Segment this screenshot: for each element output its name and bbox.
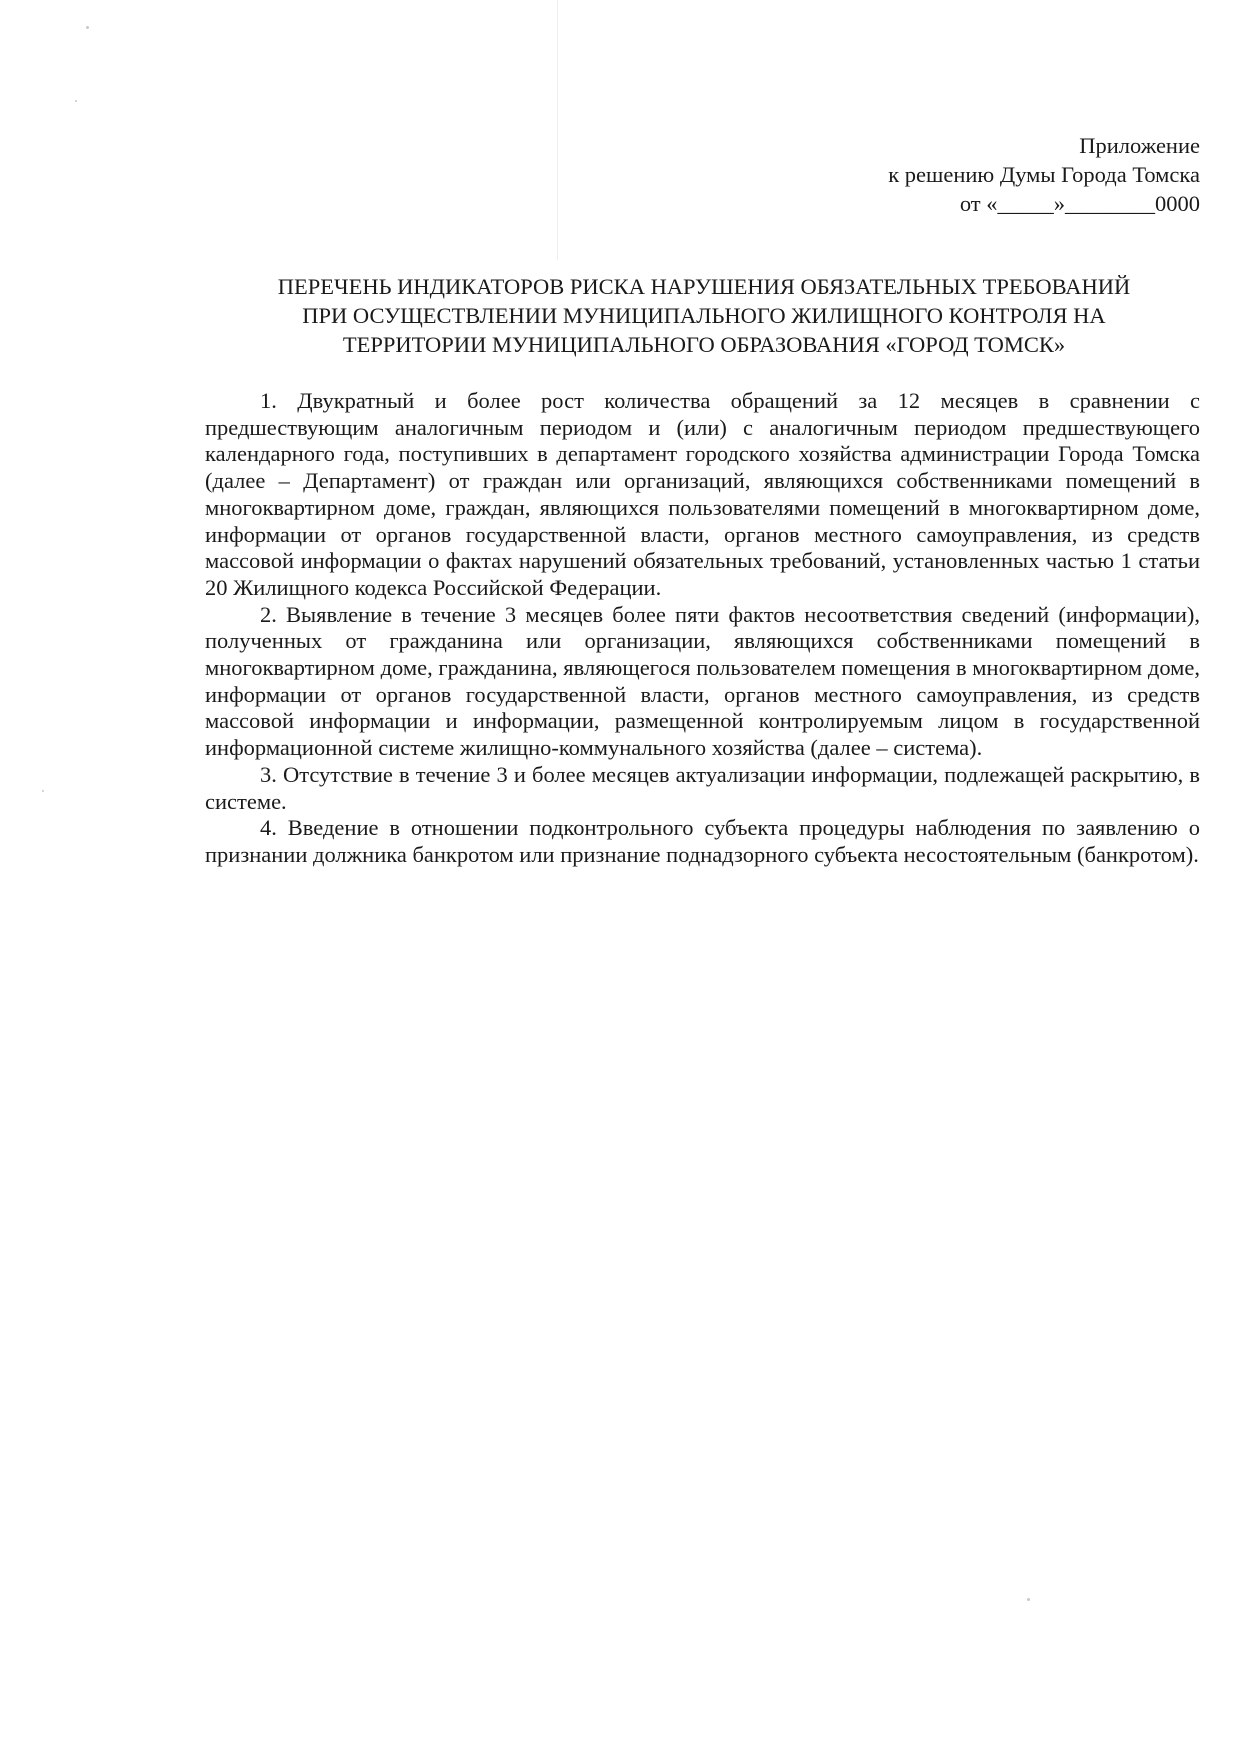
scan-speck: [42, 790, 44, 792]
scan-speck: [86, 26, 89, 29]
appendix-decision: к решению Думы Города Томска: [888, 162, 1200, 187]
appendix-date: от «_____»________0000: [959, 191, 1200, 216]
document-title: [200, 272, 1208, 359]
title-line: ПЕРЕЧЕНЬ ИНДИКАТОРОВ РИСКА НАРУШЕНИЯ ОБЯЗАТЕЛЬНЫХ ТРЕБОВАНИЙ: [277, 274, 1131, 299]
risk-indicator-item: 2. Выявление в течение 3 месяцев более пяти фактов несоответствия сведений (информации), полученных от гражданина или организации, являющихся собственниками помещений в многоквартирном доме, гражданина, являющегося пользователем помещения в многоквартирном доме, информации от органов государственной власти, органов местного самоуправления, из средств массовой информации и информации, размещенной контролируемым лицом в государственной информационной системе жилищно-коммунального хозяйства (далее – система).: [205, 601, 1200, 761]
risk-indicator-item: 4. Введение в отношении подконтрольного субъекта процедуры наблюдения по заявлению о признании должника банкротом или признание поднадзорного субъекта несостоятельным (банкротом).: [205, 815, 1200, 867]
appendix-block: [888, 131, 1200, 218]
appendix-label: Приложение: [1079, 133, 1200, 158]
risk-indicator-item: 3. Отсутствие в течение 3 и более месяцев актуализации информации, подлежащей раскрытию, в системе.: [205, 761, 1200, 814]
risk-indicator-item: 1. Двукратный и более рост количества обращений за 12 месяцев в сравнении с предшествующим аналогичным периодом и (или) с аналогичным периодом предшествующего календарного года, поступивших в департамент городского хозяйства администрации Города Томска (далее – Департамент) от граждан или организаций, являющихся собственниками помещений в многоквартирном доме, граждан, являющихся пользователями помещений в многоквартирном доме, информации от органов государственной власти, органов местного самоуправления, из средств массовой информации о фактах нарушений обязательных требований, установленных частью 1 статьи 20 Жилищного кодекса Российской Федерации.: [205, 388, 1200, 600]
document-body: [205, 388, 1200, 869]
title-line: ПРИ ОСУЩЕСТВЛЕНИИ МУНИЦИПАЛЬНОГО ЖИЛИЩНОГО КОНТРОЛЯ НА: [302, 303, 1106, 328]
scan-speck: [1027, 1598, 1030, 1601]
title-line: ТЕРРИТОРИИ МУНИЦИПАЛЬНОГО ОБРАЗОВАНИЯ «ГОРОД ТОМСК»: [342, 332, 1066, 357]
scan-speck: [75, 100, 77, 102]
scan-fold-line: [557, 0, 558, 260]
